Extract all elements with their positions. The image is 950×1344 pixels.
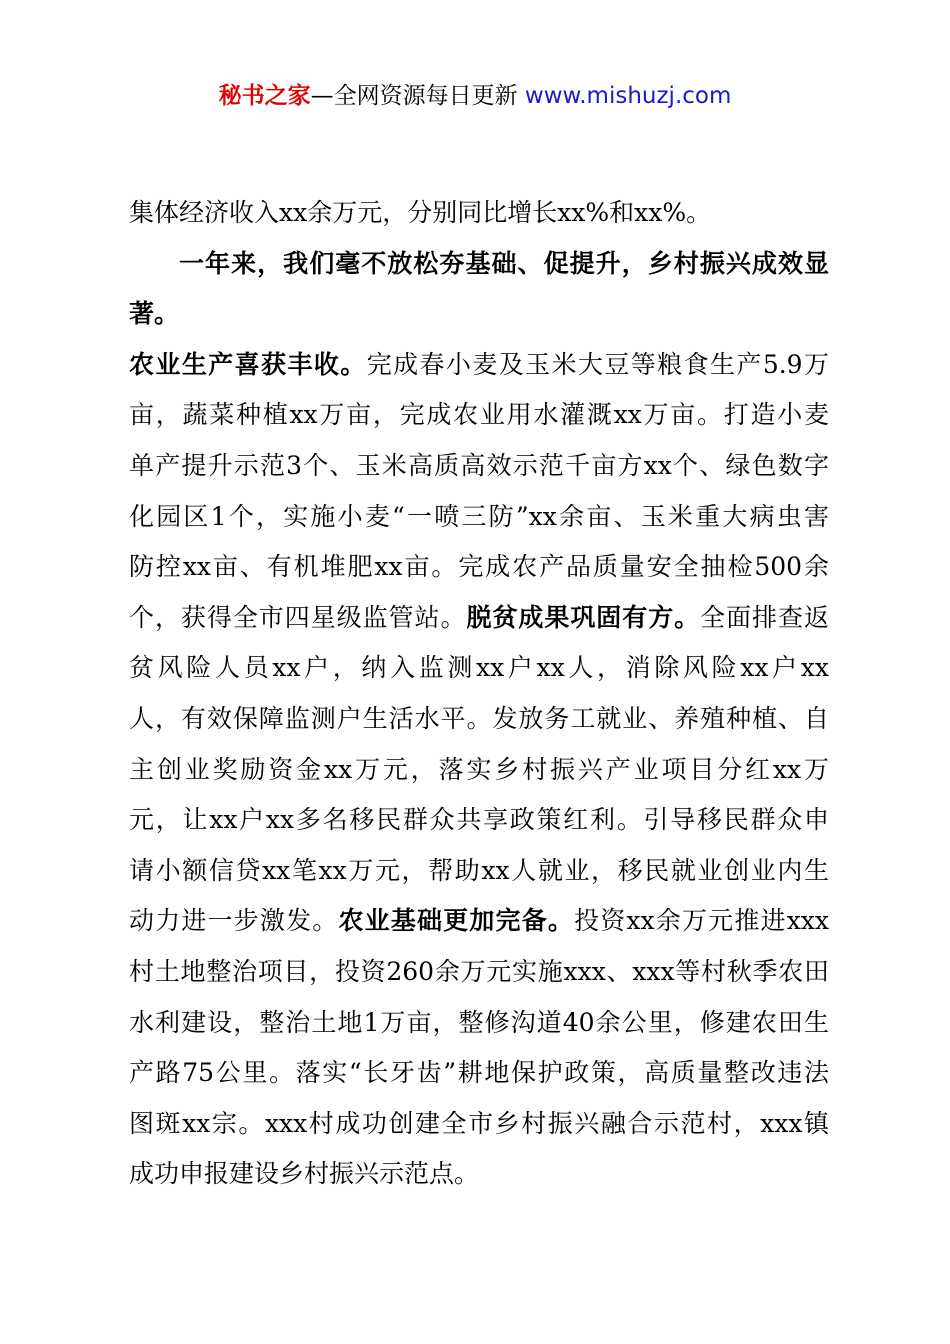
watermark-header <box>0 80 950 112</box>
text-line: 产路75公里。落实“长牙齿”耕地保护政策，高质量整改违法 <box>129 1058 829 1088</box>
text-line: 防控xx亩、有机堆肥xx亩。完成农产品质量安全抽检500余 <box>129 552 829 582</box>
text-line: 单产提升示范3个、玉米高质高效示范千亩方xx个、绿色数字 <box>129 450 829 480</box>
paragraph-lead: 农业基础更加完备。 <box>338 906 575 936</box>
text-line: 农业生产喜获丰收。完成春小麦及玉米大豆等粮食生产5.9万 <box>129 349 829 379</box>
paragraph-lead: 农业生产喜获丰收。 <box>129 349 367 379</box>
text-line: 水利建设，整治土地1万亩，整修沟道40余公里，修建农田生 <box>129 1007 829 1037</box>
text-line: 主创业奖励资金xx万元，落实乡村振兴产业项目分红xx万 <box>129 754 829 784</box>
text-line: 人，有效保障监测户生活水平。发放务工就业、养殖种植、自 <box>129 703 829 733</box>
text-line: 集体经济收入xx余万元，分别同比增长xx%和xx%。 <box>129 198 712 227</box>
text-line: 成功申报建设乡村振兴示范点。 <box>129 1159 480 1189</box>
header-tagline: —全网资源每日更新 <box>310 83 518 109</box>
text-line: 亩，蔬菜种植xx万亩，完成农业用水灌溉xx万亩。打造小麦 <box>129 400 829 430</box>
text-line: 化园区1个，实施小麦“一喷三防”xx余亩、玉米重大病虫害 <box>129 501 829 531</box>
document-body <box>129 188 829 1200</box>
brand-name: 秘书之家 <box>218 83 311 109</box>
text-line: 元，让xx户xx多名移民群众共享政策红利。引导移民群众申 <box>129 805 829 835</box>
paragraph-lead: 脱贫成果巩固有方。 <box>466 602 701 632</box>
section-heading-continued: 著。 <box>129 299 180 329</box>
text-line: 图斑xx宗。xxx村成功创建全市乡村振兴融合示范村，xxx镇 <box>129 1108 829 1138</box>
site-url[interactable]: www.mishuzj.com <box>524 83 732 109</box>
text-line: 请小额信贷xx笔xx万元，帮助xx人就业，移民就业创业内生 <box>129 855 829 885</box>
text-line: 贫风险人员xx户，纳入监测xx户xx人，消除风险xx户xx <box>129 653 829 683</box>
text-line: 村土地整治项目，投资260余万元实施xxx、xxx等村秋季农田 <box>129 956 829 986</box>
text-line: 个，获得全市四星级监管站。脱贫成果巩固有方。全面排查返 <box>129 602 829 632</box>
section-heading: 一年来，我们毫不放松夯基础、促提升，乡村振兴成效显 <box>179 248 829 278</box>
text-line: 动力进一步激发。农业基础更加完备。投资xx余万元推进xxx <box>129 906 829 936</box>
